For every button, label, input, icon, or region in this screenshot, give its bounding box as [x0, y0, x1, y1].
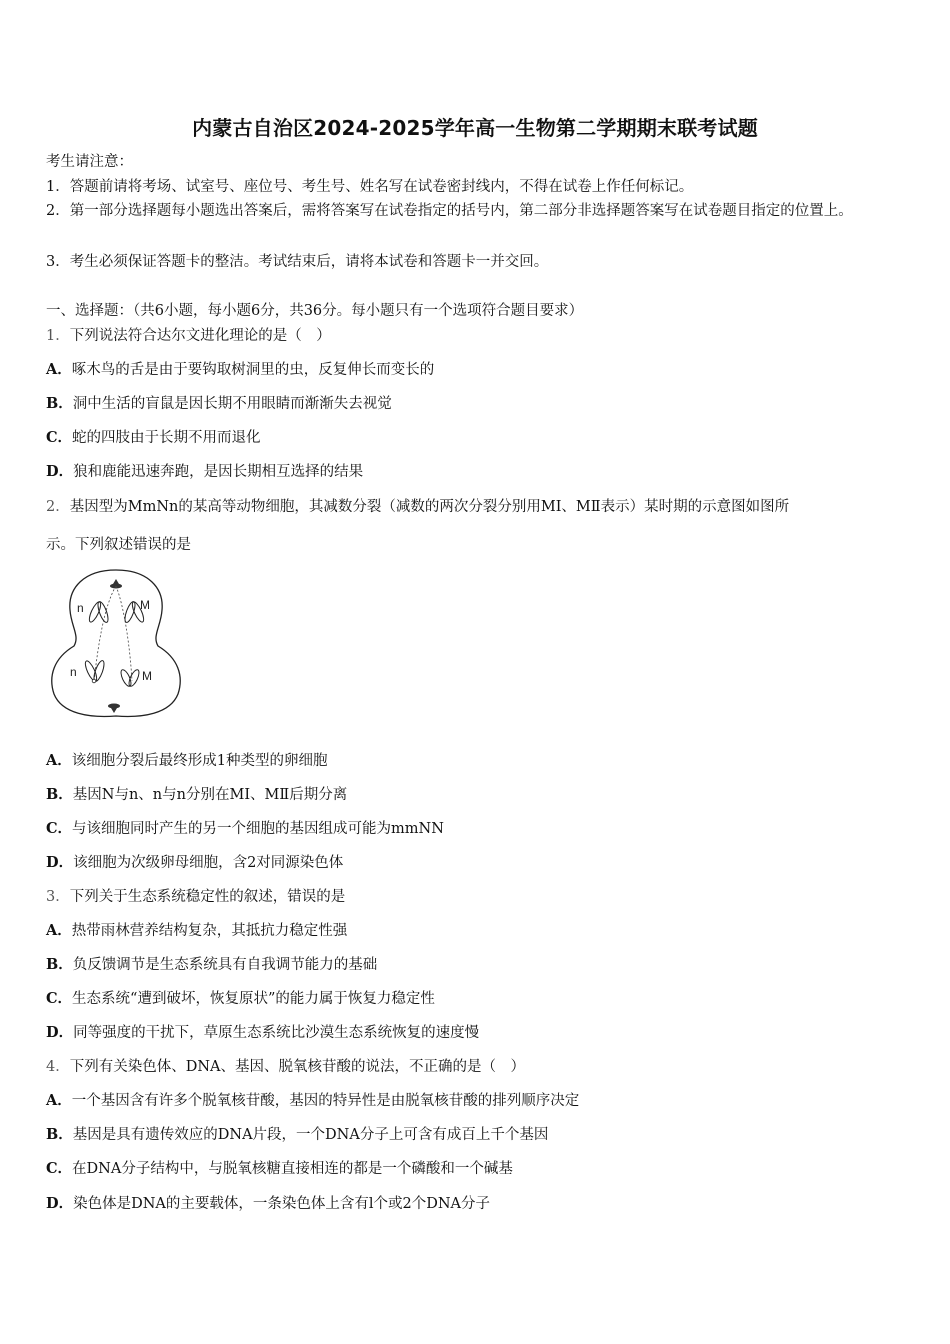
- q4-option-a: [46, 1091, 912, 1111]
- option-text: 基因是具有遗传效应的DNA片段，一个DNA分子上可含有成百上千个基因: [72, 1127, 549, 1143]
- question-stem: 下列说法符合达尔文进化理论的是（ ）: [69, 328, 331, 344]
- option-text: 与该细胞同时产生的另一个细胞的基因组成可能为mmNN: [72, 821, 444, 837]
- notice-item-2: 2．第一部分选择题每小题选出答案后，需将答案写在试卷指定的括号内，第二部分非选择题答案写在试卷题目指定的位置上。: [46, 203, 853, 219]
- q2-option-c: [46, 819, 912, 839]
- option-letter: B．: [46, 786, 73, 803]
- q2-option-d: [46, 853, 912, 873]
- option-letter: D．: [46, 463, 74, 480]
- question-stem: 下列关于生态系统稳定性的叙述，错误的是: [69, 889, 346, 905]
- option-text: 该细胞为次级卵母细胞，含2对同源染色体: [73, 855, 344, 871]
- page-title: 内蒙古自治区2024-2025学年高一生物第二学期期末联考试题: [192, 116, 758, 140]
- gene-label-n-upper: n: [77, 601, 84, 615]
- question-2: [46, 497, 912, 517]
- option-text: 热带雨林营养结构复杂，其抵抗力稳定性强: [71, 923, 348, 939]
- option-text: 洞中生活的盲鼠是因长期不用眼睛而渐渐失去视觉: [72, 396, 392, 412]
- gene-label-m-lower: M: [142, 669, 152, 683]
- question-2-continued: 示。下列叙述错误的是: [46, 537, 191, 553]
- notice-heading: 考生请注意：: [46, 154, 133, 170]
- option-text: 基因N与n、n与n分别在MⅠ、MⅡ后期分离: [72, 787, 348, 803]
- option-letter: C．: [46, 990, 73, 1007]
- option-letter: A．: [46, 922, 72, 939]
- q2-option-a: [46, 751, 912, 771]
- option-text: 染色体是DNA的主要载体，一条染色体上含有l个或2个DNA分子: [73, 1196, 491, 1212]
- q3-option-d: [46, 1023, 912, 1043]
- question-1: [46, 326, 912, 346]
- q4-option-c: [46, 1159, 912, 1179]
- option-text: 负反馈调节是生态系统具有自我调节能力的基础: [72, 957, 378, 973]
- gene-label-n-lower: n: [70, 665, 77, 679]
- option-letter: C．: [46, 429, 73, 446]
- question-4: [46, 1057, 912, 1077]
- option-letter: D．: [46, 1024, 74, 1041]
- q3-option-a: [46, 921, 912, 941]
- option-text: 在DNA分子结构中，与脱氧核糖直接相连的都是一个磷酸和一个碱基: [72, 1161, 513, 1177]
- question-number: 1．: [46, 328, 70, 344]
- option-letter: C．: [46, 820, 73, 837]
- gene-label-m-upper: M: [140, 598, 150, 612]
- option-letter: B．: [46, 395, 73, 412]
- question-stem: 基因型为MmNn的某高等动物细胞，其减数分裂（减数的两次分裂分别用MⅠ、MⅡ表示）某时期的示意图如图所: [69, 499, 790, 515]
- option-text: 生态系统“遭到破坏，恢复原状”的能力属于恢复力稳定性: [72, 991, 435, 1007]
- question-number: 4．: [46, 1059, 70, 1075]
- meiosis-cell-diagram: [44, 566, 189, 721]
- question-number: 2．: [46, 499, 70, 515]
- option-letter: A．: [46, 361, 72, 378]
- q1-option-a: [46, 360, 912, 380]
- option-text: 蛇的四肢由于长期不用而退化: [72, 430, 261, 446]
- q4-option-b: [46, 1125, 912, 1145]
- question-number: 3．: [46, 889, 70, 905]
- section-heading: 一、选择题：（共6小题，每小题6分，共36分。每小题只有一个选项符合题目要求）: [46, 303, 584, 319]
- option-text: 狼和鹿能迅速奔跑，是因长期相互选择的结果: [73, 464, 364, 480]
- option-text: 同等强度的干扰下，草原生态系统比沙漠生态系统恢复的速度慢: [73, 1025, 480, 1041]
- q1-option-d: [46, 462, 912, 482]
- q4-option-d: [46, 1194, 912, 1214]
- option-letter: A．: [46, 752, 72, 769]
- q1-option-c: [46, 428, 912, 448]
- option-letter: B．: [46, 956, 73, 973]
- option-text: 一个基因含有许多个脱氧核苷酸，基因的特异性是由脱氧核苷酸的排列顺序决定: [71, 1093, 580, 1109]
- q2-option-b: [46, 785, 912, 805]
- q3-option-c: [46, 989, 912, 1009]
- question-stem: 下列有关染色体、DNA、基因、脱氧核苷酸的说法，不正确的是（ ）: [69, 1059, 526, 1075]
- notice-item-1: 1．答题前请将考场、试室号、座位号、考生号、姓名写在试卷密封线内，不得在试卷上作任何标记。: [46, 179, 694, 195]
- option-letter: C．: [46, 1160, 73, 1177]
- option-letter: A．: [46, 1092, 72, 1109]
- option-text: 该细胞分裂后最终形成1种类型的卵细胞: [71, 753, 328, 769]
- option-letter: D．: [46, 1195, 74, 1212]
- option-letter: D．: [46, 854, 74, 871]
- question-3: [46, 887, 912, 907]
- option-letter: B．: [46, 1126, 73, 1143]
- q1-option-b: [46, 394, 912, 414]
- option-text: 啄木鸟的舌是由于要钩取树洞里的虫，反复伸长而变长的: [71, 362, 435, 378]
- notice-item-3: 3．考生必须保证答题卡的整洁。考试结束后，请将本试卷和答题卡一并交回。: [46, 254, 549, 270]
- q3-option-b: [46, 955, 912, 975]
